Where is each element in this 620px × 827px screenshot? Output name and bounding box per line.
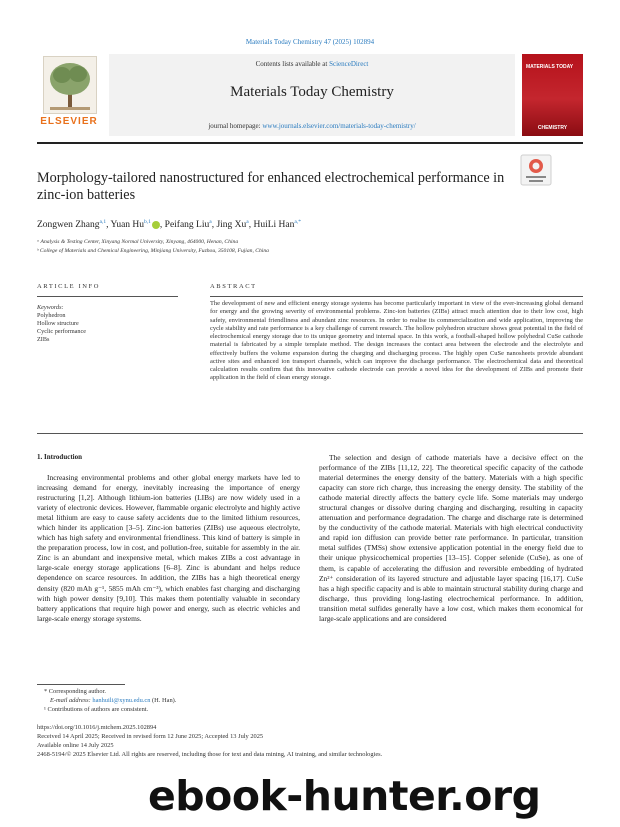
- author-name[interactable]: Yuan Hu: [110, 220, 145, 231]
- journal-title: Materials Today Chemistry: [230, 84, 394, 100]
- author-name[interactable]: Peifang Liu: [164, 220, 210, 231]
- email-prefix: E-mail address:: [50, 697, 93, 704]
- affiliation: ᵃ Analysis & Testing Center, Xinyang Normal University, Xinyang, 464000, Henan, China: [37, 239, 239, 245]
- elsevier-wordmark: ELSEVIER: [40, 116, 98, 127]
- article-info-label: ARTICLE INFO: [37, 283, 101, 290]
- author-name[interactable]: HuiLi Han: [253, 220, 295, 231]
- email-note: [50, 697, 176, 704]
- keyword: Polyhedron: [37, 312, 66, 319]
- author-affil-marker[interactable]: a,*: [294, 219, 301, 225]
- cover-title: MATERIALS TODAY: [526, 64, 574, 70]
- divider: [210, 296, 583, 297]
- email-suffix: (H. Han).: [150, 697, 177, 704]
- keywords-label: Keywords:: [37, 304, 64, 311]
- article-title: Morphology-tailored nanostructured for enhanced electrochemical performance in zinc-ion batteries: [37, 170, 505, 203]
- journal-cover-thumbnail[interactable]: [522, 54, 583, 136]
- elsevier-logo[interactable]: [37, 54, 101, 136]
- sciencedirect-link[interactable]: ScienceDirect: [329, 60, 369, 68]
- abstract-body: The development of new and efficient energy storage systems has become particularly important in view of the ever-increasing global demand for energy and the growing severity of environmental problems. Zinc-ion batteries (ZIBs) attract much attention due to their low cost, high safety, environmental friendliness and abundant zinc resources. In order to realise its commercialization and wide application, improving the cycle stability and rate performance is a key challenge of current research. The hollow polyhedron structure shows great potential in the field of electrochemical energy storage due to its unique geometry and internal space. In this work, a football-shaped hollow polyhedral CuSe cathode material is fabricated by a simple template method. The design increases the contact area between the electrode and the electrolyte and effectively buffers the volume expansion during the charging and discharging process. The highly open CuSe nanosheets provide abundant active sites and enhanced ion transport channels, which can improve the discharge performance. The electrochemical data and theoretical calculation results confirm that this innovative cathode electrode can provide a novel idea for the development of ZIBs and promote their application in the field of clean energy storage.: [210, 300, 583, 382]
- journal-info-band: [109, 54, 515, 136]
- orcid-icon[interactable]: [152, 221, 160, 229]
- footnote-rule: [37, 684, 125, 685]
- author-affil-marker[interactable]: b,1: [144, 219, 151, 225]
- divider: [37, 296, 178, 297]
- author-list: Zongwen Zhang$^{a,1}$, Yuan Hu$^{b,1}$ , Peifang Liu$^a$, Jing Xu$^a$, HuiLi Han$^{a,*}$: [37, 219, 301, 231]
- contents-line: [109, 60, 515, 68]
- abstract-label: ABSTRACT: [210, 283, 257, 290]
- intro-paragraph-right: The selection and design of cathode materials have a decisive effect on the performance of the ZIBs [11,12, 22]. The theoretical specific capacity of the cathode material determines the energy density of the battery. Materials with a high specific capacity can store rich charge, thus increasing the energy density. The stability of the cathode material directly affects the battery cycle life. Some materials may undergo structural changes or dissolve during charging and discharging, resulting in capacity attenuation and performance degradation. The charge and discharge rate is determined by the conductivity of the cathode material. Materials with high electrical conductivity and rapid ion diffusion can provide better rate performance. In particular, transition metal sulfides (TMSs) show extensive application potential in the energy field due to their unique physicochemical properties [13–15]. Copper selenide (CuSe), as one of them, is capable of accelerating the diffusion and reversible embedding of hydrated Zn²⁺ consideration of its layered structure and adjustable layer spacing [16,17]. CuSe has a high specific capacity and is able to maintain structural stability during charge and discharge, thus providing long-lasting electrochemical performance. In addition, transition metal sulfides generally have a low cost, which makes them economical for large-scale applications and are considered: [319, 453, 583, 623]
- section-heading: 1. Introduction: [37, 453, 82, 461]
- email-link[interactable]: hanhuili@xynu.edu.cn: [92, 697, 151, 704]
- tree-emblem-icon: [43, 56, 97, 114]
- header-rule: [37, 142, 583, 144]
- keyword: ZIBs: [37, 336, 50, 343]
- divider: [37, 433, 583, 434]
- homepage-line: [109, 122, 515, 130]
- contribution-note: ¹ Contributions of authors are consistent.: [44, 706, 149, 713]
- author-name[interactable]: Zongwen Zhang: [37, 220, 100, 231]
- journal-masthead: [37, 54, 583, 136]
- affiliation: ᵇ College of Materials and Chemical Engineering, Minjiang University, Fuzhou, 350108, Fujian, China: [37, 248, 269, 254]
- cover-brand: CHEMISTRY: [537, 125, 568, 131]
- keyword: Hollow structure: [37, 320, 79, 327]
- doi-link[interactable]: https://doi.org/10.1016/j.mtchem.2025.102894: [37, 724, 157, 731]
- journal-citation[interactable]: Materials Today Chemistry 47 (2025) 102894: [245, 38, 375, 46]
- copyright-line: 2468-5194/© 2025 Elsevier Ltd. All rights are reserved, including those for text and data mining, AI training, and similar technologies.: [37, 751, 383, 758]
- corresponding-author-note: * Corresponding author.: [44, 688, 106, 695]
- author-affil-marker[interactable]: a: [246, 219, 249, 225]
- homepage-prefix: journal homepage:: [208, 122, 263, 130]
- check-updates-icon: [520, 154, 552, 186]
- author-name[interactable]: Jing Xu: [216, 220, 247, 231]
- watermark: ebook-hunter.org: [148, 772, 541, 820]
- check-for-updates-button[interactable]: [520, 154, 552, 186]
- contents-prefix: Contents lists available at: [255, 60, 330, 68]
- received-dates: Received 14 April 2025; Received in revised form 12 June 2025; Accepted 13 July 2025: [37, 733, 264, 740]
- available-online: Available online 14 July 2025: [37, 742, 114, 749]
- keyword: Cyclic performance: [37, 328, 86, 335]
- homepage-link[interactable]: www.journals.elsevier.com/materials-today-chemistry/: [262, 122, 416, 130]
- author-affil-marker[interactable]: a,1: [99, 219, 107, 225]
- intro-paragraph-left: Increasing environmental problems and other global energy markets have led to increasing demand for energy, inevitably increasing the importance of energy restructuring [1,2]. Although lithium-ion batteries (LIBs) are now widely used in a variety of electronic devices. However, flammable organic electrolyte and highly active metal lithium are easy to cause safety accidents due to the limited lithium resources, which hinder its application [3–5]. Zinc-ion batteries (ZIBs) use aqueous electrolyte, which has high safety and environmental friendliness. This kind of battery is simple in the preparation process, low in cost, and pollution-free, suitable for assembly in the air. Zinc is an abundant and inexpensive metal, which makes ZIBs a cost advantage in large-scale energy storage applications [6–8]. Zinc is abundant and helps reduce dependence on scarce resources. In addition, the ZIBs has a high theoretical energy density (820 mAh g⁻¹, 5855 mAh cm⁻³), which enables fast charging and discharging with high power density [9,10]. This makes them potentially valuable in secondary battery applications that require high power and energy, such as electric vehicles and large-scale energy storage systems.: [37, 473, 300, 623]
- author-affil-marker[interactable]: a: [209, 219, 212, 225]
